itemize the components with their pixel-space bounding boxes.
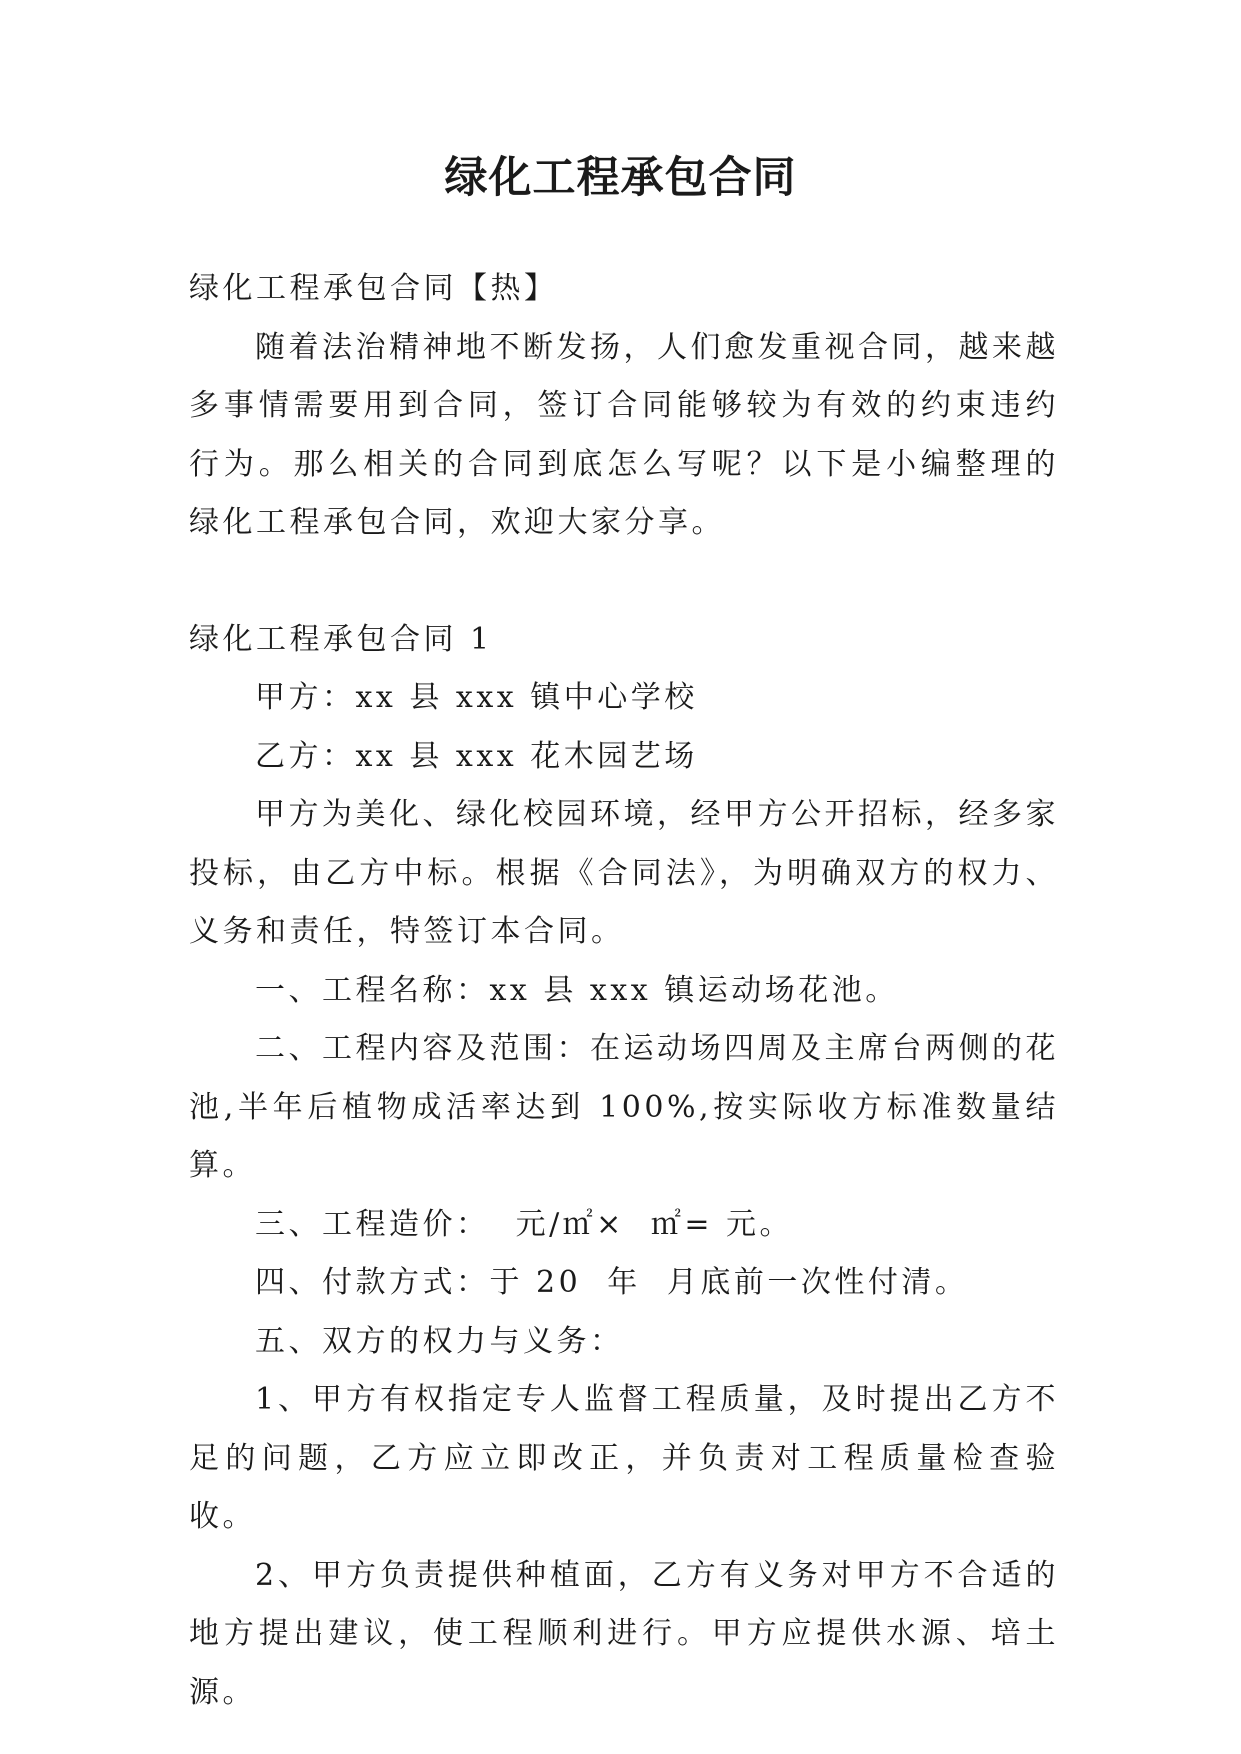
- document-body: [189, 260, 1059, 1722]
- clause-project-scope: 二、工程内容及范围：在运动场四周及主席台两侧的花池,半年后植物成活率达到 100%,按实际收方标准数量结算。: [189, 1031, 1059, 1183]
- document-subtitle: 绿化工程承包合同【热】: [189, 271, 558, 306]
- clause-payment: 四、付款方式：于 20 年 月底前一次性付清。: [255, 1265, 969, 1300]
- clause-project-cost: 三、工程造价： 元/㎡× ㎡= 元。: [255, 1206, 794, 1242]
- rights-item-1: 1、甲方有权指定专人监督工程质量，及时提出乙方不足的问题，乙方应立即改正，并负责对工程质量检查验收。: [189, 1382, 1059, 1534]
- document-title: 绿化工程承包合同: [444, 153, 797, 203]
- rights-item-2: 2、甲方负责提供种植面，乙方有义务对甲方不合适的地方提出建议，使工程顺利进行。甲方应提供水源、培土源。: [189, 1557, 1059, 1710]
- party-b-line: 乙方：xx 县 xxx 花木园艺场: [255, 738, 698, 774]
- preamble-paragraph: 甲方为美化、绿化校园环境，经甲方公开招标，经多家投标，由乙方中标。根据《合同法》，为明确双方的权力、义务和责任，特签订本合同。: [189, 797, 1059, 949]
- clause-project-name: 一、工程名称：xx 县 xxx 镇运动场花池。: [255, 972, 899, 1008]
- intro-paragraph: 随着法治精神地不断发扬，人们愈发重视合同，越来越多事情需要用到合同，签订合同能够较为有效的约束违约行为。那么相关的合同到底怎么写呢？以下是小编整理的绿化工程承包合同，欢迎大家分享。: [189, 329, 1059, 540]
- party-a-line: 甲方：xx 县 xxx 镇中心学校: [255, 680, 698, 715]
- clause-rights-duties: 五、双方的权力与义务：: [255, 1323, 624, 1359]
- section-heading: 绿化工程承包合同 1: [189, 621, 493, 657]
